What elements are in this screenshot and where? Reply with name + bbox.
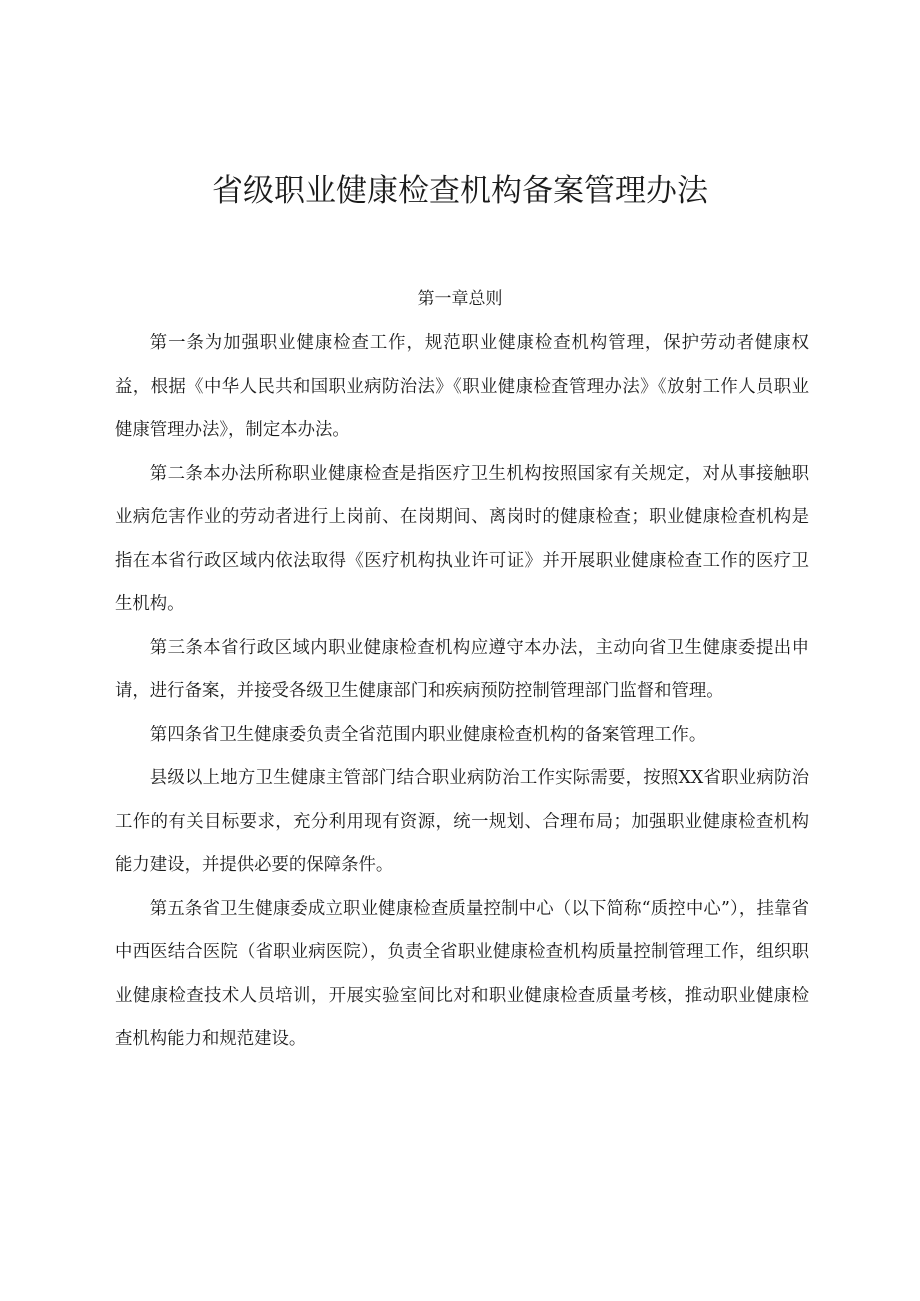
- paragraph-article-1: 第一条为加强职业健康检查工作，规范职业健康检查机构管理，保护劳动者健康权益，根据《中华人民共和国职业病防治法》《职业健康检査管理办法》《放射工作人员职业健康管理办法》，制定本办法。: [115, 333, 809, 440]
- paragraph-article-2: 第二条本办法所称职业健康检查是指医疗卫生机构按照国家有关规定，对从事接触职业病危害作业的劳动者进行上岗前、在岗期间、离岗时的健康检查；职业健康检查机构是指在本省行政区域内依法取得《医疗机构执业许可证》并开展职业健康检查工作的医疗卫生机构。: [115, 463, 809, 614]
- paragraph-article-5: 第五条省卫生健康委成立职业健康检查质量控制中心（以下简称“质控中心”），挂靠省中西医结合医院（省职业病医院），负责全省职业健康检查机构质量控制管理工作，组织职业健康检查技术人员培训，开展实验室间比对和职业健康检查质量考核，推动职业健康检查机构能力和规范建设。: [115, 898, 809, 1049]
- document-body: [115, 322, 809, 1062]
- document-title: 省级职业健康检查机构备案管理办法: [212, 173, 708, 209]
- paragraph-article-4: 第四条省卫生健康委负责全省范围内职业健康检查机构的备案管理工作。: [149, 724, 707, 745]
- chapter-heading: 第一章总则: [417, 289, 503, 309]
- paragraph-article-4-clause: 县级以上地方卫生健康主管部门结合职业病防治工作实际需要，按照XX省职业病防治工作的有关目标要求，充分利用现有资源，统一规划、合理布局；加强职业健康检查机构能力建设，并提供必要的保障条件。: [115, 768, 809, 875]
- paragraph-article-3: 第三条本省行政区域内职业健康检查机构应遵守本办法，主动向省卫生健康委提出申请，进行备案，并接受各级卫生健康部门和疾病预防控制管理部门监督和管理。: [115, 637, 809, 701]
